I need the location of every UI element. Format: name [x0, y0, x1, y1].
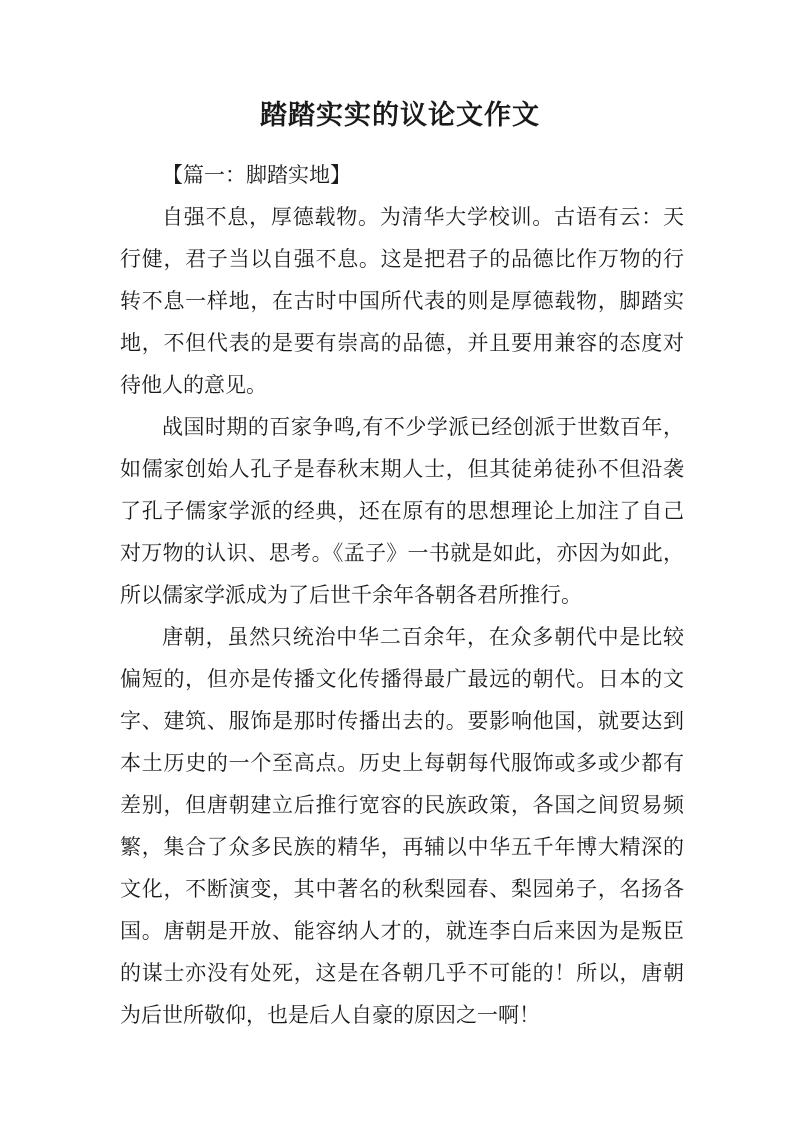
paragraph-1: 自强不息，厚德载物。为清华大学校训。古语有云：天行健，君子当以自强不息。这是把君子的品德比作万物的行转不息一样地，在古时中国所代表的则是厚德载物，脚踏实地，不但代表的是要有崇高的品德，并且要用兼容的态度对待他人的意见。 [120, 205, 684, 397]
document-body [120, 154, 684, 1036]
paragraph-3: 唐朝，虽然只统治中华二百余年，在众多朝代中是比较偏短的，但亦是传播文化传播得最广最远的朝代。日本的文字、建筑、服饰是那时传播出去的。要影响他国，就要达到本土历史的一个至高点。历史上每朝每代服饰或多或少都有差别，但唐朝建立后推行宽容的民族政策，各国之间贸易频繁，集合了众多民族的精华，再辅以中华五千年博大精深的文化，不断演变，其中著名的秋梨园春、梨园弟子，名扬各国。唐朝是开放、能容纳人才的，就连李白后来因为是叛臣的谋士亦没有处死，这是在各朝几乎不可能的！所以，唐朝为后世所敬仰，也是后人自豪的原因之一啊！ [120, 625, 684, 1027]
document-title: 踏踏实实的议论文作文 [260, 100, 540, 131]
paragraph-2: 战国时期的百家争鸣,有不少学派已经创派于世数百年，如儒家创始人孔子是春秋末期人士，但其徒弟徒孙不但沿袭了孔子儒家学派的经典，还在原有的思想理论上加注了自己对万物的认识、思考。《孟子》一书就是如此，亦因为如此，所以儒家学派成为了后世千余年各朝各君所推行。 [120, 415, 684, 607]
section-heading: 【篇一：脚踏实地】 [162, 163, 351, 187]
